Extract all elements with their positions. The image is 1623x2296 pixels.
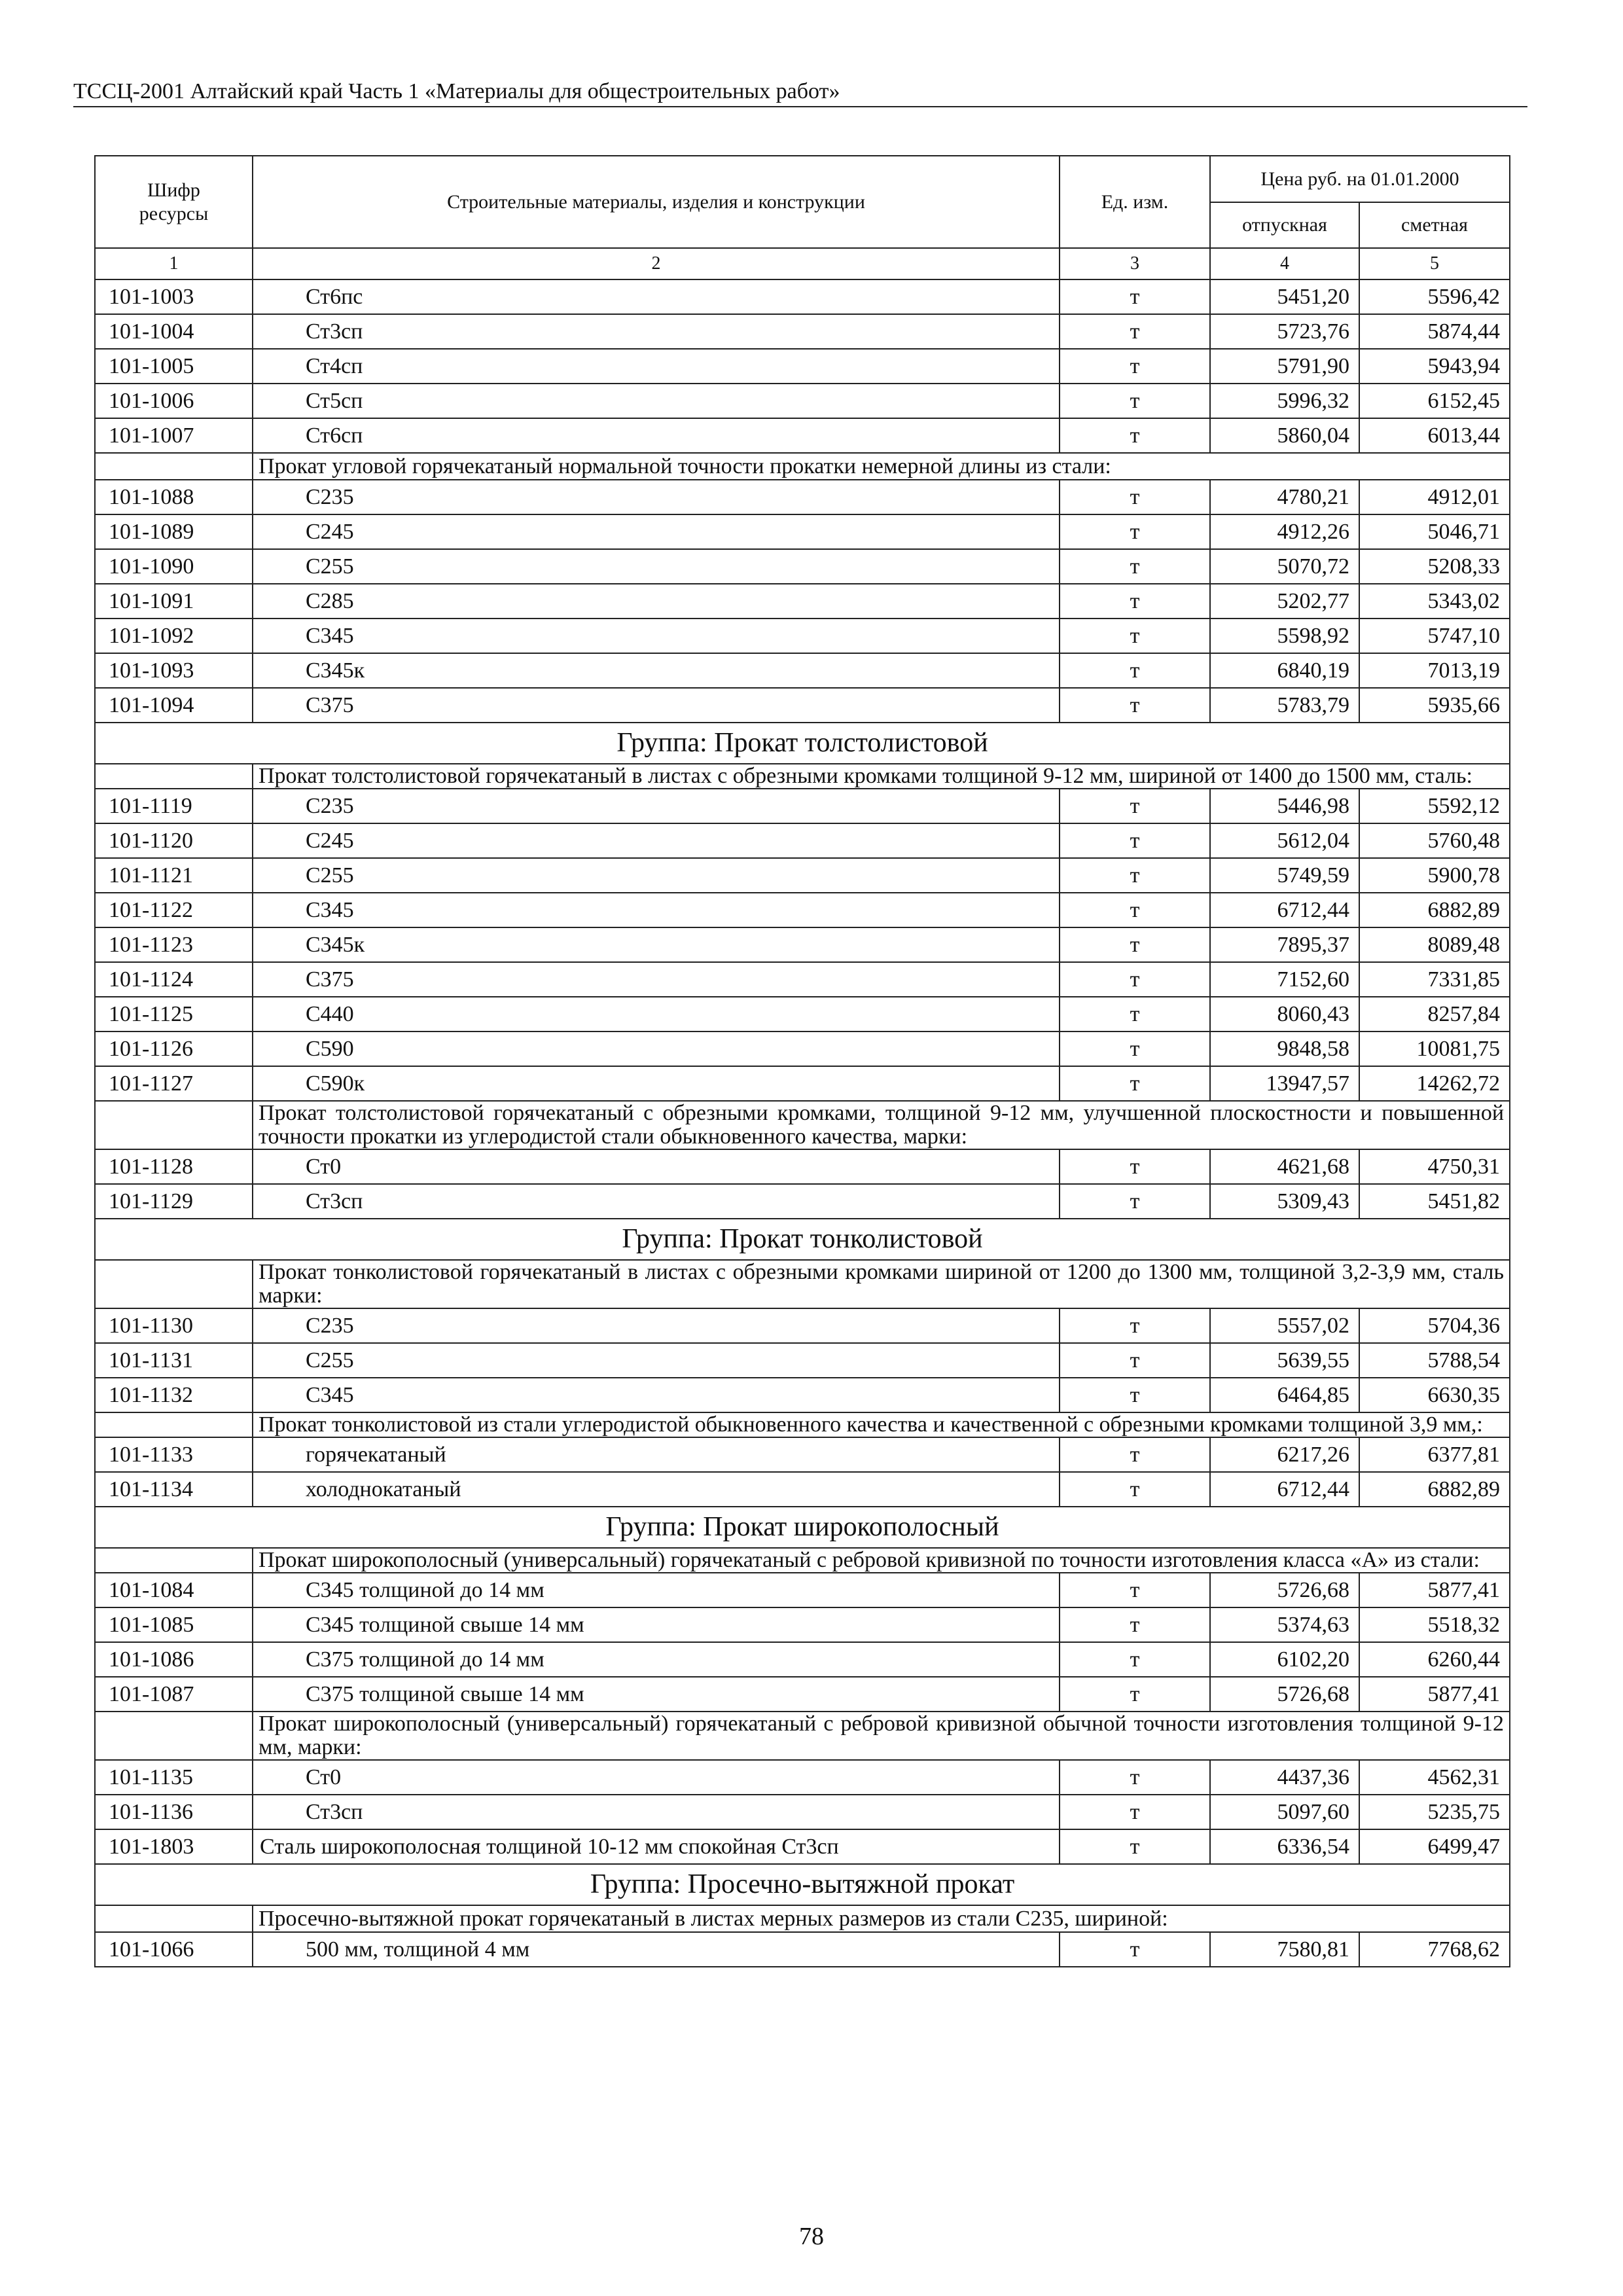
table-row: [95, 349, 1510, 384]
material-name: С235: [253, 1308, 1060, 1343]
table-row: [95, 1829, 1510, 1864]
column-header-release-price: отпускная: [1210, 202, 1359, 248]
page-number: 78: [799, 2223, 824, 2250]
estimate-price: 5046,71: [1359, 514, 1510, 549]
description-row: [95, 1101, 1510, 1149]
resource-code: 101-1134: [95, 1472, 253, 1507]
table-row: [95, 1472, 1510, 1507]
resource-code: 101-1119: [95, 789, 253, 823]
unit-of-measure: т: [1060, 1149, 1210, 1184]
unit-of-measure: т: [1060, 653, 1210, 688]
table-row: [95, 619, 1510, 653]
resource-code: 101-1089: [95, 514, 253, 549]
estimate-price: 7331,85: [1359, 962, 1510, 997]
unit-of-measure: т: [1060, 549, 1210, 584]
resource-code: 101-1136: [95, 1795, 253, 1829]
material-name: Ст3сп: [253, 1184, 1060, 1219]
resource-code: 101-1007: [95, 418, 253, 453]
table-row: [95, 962, 1510, 997]
estimate-price: 5451,82: [1359, 1184, 1510, 1219]
estimate-price: 6260,44: [1359, 1642, 1510, 1677]
section-description: Прокат толстолистовой горячекатаный с обрезными кромками, толщиной 9-12 мм, улучшенной плоскостности и повышенной точности прокатки из углеродистой стали обыкновенного качества, марки:: [253, 1101, 1510, 1149]
resource-code: 101-1006: [95, 384, 253, 418]
resource-code: 101-1093: [95, 653, 253, 688]
estimate-price: 5877,41: [1359, 1677, 1510, 1712]
table-row: [95, 549, 1510, 584]
resource-code: 101-1090: [95, 549, 253, 584]
release-price: 5070,72: [1210, 549, 1359, 584]
table-row: [95, 858, 1510, 893]
unit-of-measure: т: [1060, 1437, 1210, 1472]
unit-of-measure: т: [1060, 1378, 1210, 1412]
material-name: С345: [253, 619, 1060, 653]
estimate-price: 5208,33: [1359, 549, 1510, 584]
unit-of-measure: т: [1060, 418, 1210, 453]
material-name: С440: [253, 997, 1060, 1031]
unit-of-measure: т: [1060, 1795, 1210, 1829]
estimate-price: 8257,84: [1359, 997, 1510, 1031]
unit-of-measure: т: [1060, 927, 1210, 962]
section-description: Прокат широкополосный (универсальный) горячекатаный с ребровой кривизной обычной точности изготовления толщиной 9-12 мм, марки:: [253, 1712, 1510, 1760]
table-row: [95, 688, 1510, 723]
material-name: С235: [253, 789, 1060, 823]
estimate-price: 5874,44: [1359, 314, 1510, 349]
unit-of-measure: т: [1060, 1573, 1210, 1607]
unit-of-measure: т: [1060, 1308, 1210, 1343]
release-price: 5749,59: [1210, 858, 1359, 893]
material-name: С375: [253, 688, 1060, 723]
material-name: Ст0: [253, 1149, 1060, 1184]
resource-code: 101-1131: [95, 1343, 253, 1378]
material-name: С285: [253, 584, 1060, 619]
column-header-estimate-price: сметная: [1359, 202, 1510, 248]
estimate-price: 6882,89: [1359, 893, 1510, 927]
unit-of-measure: т: [1060, 893, 1210, 927]
resource-code: 101-1124: [95, 962, 253, 997]
estimate-price: 5747,10: [1359, 619, 1510, 653]
resource-code: 101-1005: [95, 349, 253, 384]
material-name: С590к: [253, 1066, 1060, 1101]
description-row: [95, 453, 1510, 480]
material-name: С345 толщиной свыше 14 мм: [253, 1607, 1060, 1642]
description-row: [95, 1712, 1510, 1760]
estimate-price: 14262,72: [1359, 1066, 1510, 1101]
release-price: 13947,57: [1210, 1066, 1359, 1101]
table-row: [95, 1437, 1510, 1472]
material-name: С255: [253, 549, 1060, 584]
table-row: [95, 384, 1510, 418]
release-price: 5202,77: [1210, 584, 1359, 619]
release-price: 8060,43: [1210, 997, 1359, 1031]
unit-of-measure: т: [1060, 823, 1210, 858]
estimate-price: 6630,35: [1359, 1378, 1510, 1412]
release-price: 6464,85: [1210, 1378, 1359, 1412]
resource-code: 101-1132: [95, 1378, 253, 1412]
material-name: С375: [253, 962, 1060, 997]
description-spacer: [95, 1712, 253, 1760]
table-row: [95, 480, 1510, 514]
resource-code: 101-1126: [95, 1031, 253, 1066]
estimate-price: 4912,01: [1359, 480, 1510, 514]
estimate-price: 7768,62: [1359, 1932, 1510, 1967]
estimate-price: 6882,89: [1359, 1472, 1510, 1507]
estimate-price: 5704,36: [1359, 1308, 1510, 1343]
release-price: 6102,20: [1210, 1642, 1359, 1677]
unit-of-measure: т: [1060, 619, 1210, 653]
material-name: С345к: [253, 927, 1060, 962]
resource-code: 101-1086: [95, 1642, 253, 1677]
unit-of-measure: т: [1060, 584, 1210, 619]
unit-of-measure: т: [1060, 962, 1210, 997]
unit-of-measure: т: [1060, 1607, 1210, 1642]
section-description: Просечно-вытяжной прокат горячекатаный в листах мерных размеров из стали С235, шириной:: [253, 1905, 1510, 1932]
unit-of-measure: т: [1060, 279, 1210, 314]
release-price: 5446,98: [1210, 789, 1359, 823]
table-row: [95, 418, 1510, 453]
estimate-price: 4562,31: [1359, 1760, 1510, 1795]
column-number: 4: [1210, 248, 1359, 279]
table-row: [95, 1932, 1510, 1967]
section-description: Прокат тонколистовой горячекатаный в листах с обрезными кромками шириной от 1200 до 1300 мм, толщиной 3,2-3,9 мм, сталь марки:: [253, 1260, 1510, 1308]
release-price: 4912,26: [1210, 514, 1359, 549]
unit-of-measure: т: [1060, 1829, 1210, 1864]
estimate-price: 6377,81: [1359, 1437, 1510, 1472]
material-name: горячекатаный: [253, 1437, 1060, 1472]
table-row: [95, 1642, 1510, 1677]
material-name: С375 толщиной до 14 мм: [253, 1642, 1060, 1677]
estimate-price: 7013,19: [1359, 653, 1510, 688]
resource-code: 101-1084: [95, 1573, 253, 1607]
unit-of-measure: т: [1060, 1642, 1210, 1677]
column-number: 3: [1060, 248, 1210, 279]
material-name: 500 мм, толщиной 4 мм: [253, 1932, 1060, 1967]
resource-code: 101-1092: [95, 619, 253, 653]
description-spacer: [95, 1101, 253, 1149]
table-row: [95, 1795, 1510, 1829]
unit-of-measure: т: [1060, 789, 1210, 823]
estimate-price: 4750,31: [1359, 1149, 1510, 1184]
group-heading: Группа: Прокат широкополосный: [95, 1507, 1510, 1548]
resource-code: 101-1803: [95, 1829, 253, 1864]
estimate-price: 10081,75: [1359, 1031, 1510, 1066]
group-heading: Группа: Просечно-вытяжной прокат: [95, 1864, 1510, 1905]
section-description: Прокат толстолистовой горячекатаный в листах с обрезными кромками толщиной 9-12 мм, шириной от 1400 до 1500 мм, сталь:: [253, 764, 1510, 789]
description-row: [95, 1548, 1510, 1573]
table-row: [95, 823, 1510, 858]
table-row: [95, 1308, 1510, 1343]
release-price: 5996,32: [1210, 384, 1359, 418]
material-name: Ст6сп: [253, 418, 1060, 453]
group-heading: Группа: Прокат толстолистовой: [95, 723, 1510, 764]
column-number: 5: [1359, 248, 1510, 279]
description-row: [95, 1412, 1510, 1437]
material-name: С345к: [253, 653, 1060, 688]
estimate-price: 5760,48: [1359, 823, 1510, 858]
group-heading-row: [95, 1507, 1510, 1548]
material-name: С345: [253, 1378, 1060, 1412]
release-price: 6336,54: [1210, 1829, 1359, 1864]
material-name: С590: [253, 1031, 1060, 1066]
group-heading-row: [95, 1219, 1510, 1260]
table-row: [95, 1677, 1510, 1712]
description-spacer: [95, 764, 253, 789]
unit-of-measure: т: [1060, 688, 1210, 723]
release-price: 5097,60: [1210, 1795, 1359, 1829]
material-name: Ст5сп: [253, 384, 1060, 418]
release-price: 7152,60: [1210, 962, 1359, 997]
estimate-price: 6152,45: [1359, 384, 1510, 418]
release-price: 5557,02: [1210, 1308, 1359, 1343]
description-row: [95, 764, 1510, 789]
description-spacer: [95, 1905, 253, 1932]
resource-code: 101-1129: [95, 1184, 253, 1219]
release-price: 6840,19: [1210, 653, 1359, 688]
unit-of-measure: т: [1060, 1066, 1210, 1101]
release-price: 9848,58: [1210, 1031, 1359, 1066]
table-row: [95, 997, 1510, 1031]
group-heading-row: [95, 1864, 1510, 1905]
resource-code: 101-1094: [95, 688, 253, 723]
column-header-name: Строительные материалы, изделия и конструкции: [253, 156, 1060, 248]
table-row: [95, 1031, 1510, 1066]
resource-code: 101-1133: [95, 1437, 253, 1472]
description-row: [95, 1905, 1510, 1932]
estimate-price: 5900,78: [1359, 858, 1510, 893]
table-row: [95, 1149, 1510, 1184]
description-spacer: [95, 1412, 253, 1437]
release-price: 7895,37: [1210, 927, 1359, 962]
table-row: [95, 789, 1510, 823]
resource-code: 101-1085: [95, 1607, 253, 1642]
table-row: [95, 1573, 1510, 1607]
release-price: 4621,68: [1210, 1149, 1359, 1184]
resource-code: 101-1123: [95, 927, 253, 962]
table-row: [95, 584, 1510, 619]
unit-of-measure: т: [1060, 314, 1210, 349]
estimate-price: 5596,42: [1359, 279, 1510, 314]
table-row: [95, 1378, 1510, 1412]
estimate-price: 5877,41: [1359, 1573, 1510, 1607]
material-name: Ст3сп: [253, 1795, 1060, 1829]
estimate-price: 5518,32: [1359, 1607, 1510, 1642]
group-heading: Группа: Прокат тонколистовой: [95, 1219, 1510, 1260]
table-row: [95, 653, 1510, 688]
material-name: С345 толщиной до 14 мм: [253, 1573, 1060, 1607]
resource-code: 101-1125: [95, 997, 253, 1031]
unit-of-measure: т: [1060, 997, 1210, 1031]
material-name: С255: [253, 858, 1060, 893]
document-header: ТССЦ-2001 Алтайский край Часть 1 «Материалы для общестроительных работ»: [73, 79, 840, 103]
unit-of-measure: т: [1060, 1760, 1210, 1795]
table-row: [95, 1066, 1510, 1101]
section-description: Прокат широкополосный (универсальный) горячекатаный с ребровой кривизной по точности изготовления класса «А» из стали:: [253, 1548, 1510, 1573]
material-name: С255: [253, 1343, 1060, 1378]
release-price: 5639,55: [1210, 1343, 1359, 1378]
resource-code: 101-1128: [95, 1149, 253, 1184]
material-name: Ст4сп: [253, 349, 1060, 384]
release-price: 5860,04: [1210, 418, 1359, 453]
material-name: С375 толщиной свыше 14 мм: [253, 1677, 1060, 1712]
unit-of-measure: т: [1060, 858, 1210, 893]
material-name: Ст3сп: [253, 314, 1060, 349]
material-name: Ст0: [253, 1760, 1060, 1795]
section-description: Прокат тонколистовой из стали углеродистой обыкновенного качества и качественной с обрезными кромками толщиной 3,9 мм,:: [253, 1412, 1510, 1437]
resource-code: 101-1121: [95, 858, 253, 893]
release-price: 7580,81: [1210, 1932, 1359, 1967]
release-price: 6712,44: [1210, 893, 1359, 927]
table-row: [95, 893, 1510, 927]
column-number: 2: [253, 248, 1060, 279]
release-price: 4437,36: [1210, 1760, 1359, 1795]
material-name: Ст6пс: [253, 279, 1060, 314]
release-price: 5726,68: [1210, 1573, 1359, 1607]
unit-of-measure: т: [1060, 480, 1210, 514]
resource-code: 101-1120: [95, 823, 253, 858]
release-price: 4780,21: [1210, 480, 1359, 514]
resource-code: 101-1127: [95, 1066, 253, 1101]
group-heading-row: [95, 723, 1510, 764]
release-price: 6217,26: [1210, 1437, 1359, 1472]
table-row: [95, 279, 1510, 314]
unit-of-measure: т: [1060, 1472, 1210, 1507]
table-body: [95, 279, 1510, 1967]
resource-code: 101-1087: [95, 1677, 253, 1712]
material-name: Сталь широкополосная толщиной 10-12 мм спокойная Ст3сп: [253, 1829, 1060, 1864]
table-row: [95, 314, 1510, 349]
release-price: 5309,43: [1210, 1184, 1359, 1219]
release-price: 5451,20: [1210, 279, 1359, 314]
release-price: 5598,92: [1210, 619, 1359, 653]
estimate-price: 5592,12: [1359, 789, 1510, 823]
estimate-price: 5943,94: [1359, 349, 1510, 384]
release-price: 5791,90: [1210, 349, 1359, 384]
table-row: [95, 927, 1510, 962]
unit-of-measure: т: [1060, 1184, 1210, 1219]
column-header-unit: Ед. изм.: [1060, 156, 1210, 248]
resource-code: 101-1122: [95, 893, 253, 927]
material-name: С235: [253, 480, 1060, 514]
resource-code: 101-1130: [95, 1308, 253, 1343]
unit-of-measure: т: [1060, 1031, 1210, 1066]
estimate-price: 8089,48: [1359, 927, 1510, 962]
material-name: холоднокатаный: [253, 1472, 1060, 1507]
table-row: [95, 1607, 1510, 1642]
estimate-price: 6013,44: [1359, 418, 1510, 453]
estimate-price: 6499,47: [1359, 1829, 1510, 1864]
unit-of-measure: т: [1060, 1932, 1210, 1967]
estimate-price: 5235,75: [1359, 1795, 1510, 1829]
material-name: С245: [253, 823, 1060, 858]
section-description: Прокат угловой горячекатаный нормальной точности прокатки немерной длины из стали:: [253, 453, 1510, 480]
description-spacer: [95, 1260, 253, 1308]
unit-of-measure: т: [1060, 349, 1210, 384]
unit-of-measure: т: [1060, 514, 1210, 549]
table-row: [95, 514, 1510, 549]
table-row: [95, 1184, 1510, 1219]
unit-of-measure: т: [1060, 1677, 1210, 1712]
description-spacer: [95, 453, 253, 480]
estimate-price: 5788,54: [1359, 1343, 1510, 1378]
unit-of-measure: т: [1060, 384, 1210, 418]
column-header-code: Шифр ресурсы: [95, 156, 253, 248]
release-price: 5726,68: [1210, 1677, 1359, 1712]
column-number: 1: [95, 248, 253, 279]
resource-code: 101-1135: [95, 1760, 253, 1795]
material-name: С245: [253, 514, 1060, 549]
release-price: 5723,76: [1210, 314, 1359, 349]
resource-code: 101-1066: [95, 1932, 253, 1967]
resource-code: 101-1091: [95, 584, 253, 619]
estimate-price: 5935,66: [1359, 688, 1510, 723]
price-table: [94, 155, 1510, 1967]
release-price: 5374,63: [1210, 1607, 1359, 1642]
material-name: С345: [253, 893, 1060, 927]
resource-code: 101-1088: [95, 480, 253, 514]
unit-of-measure: т: [1060, 1343, 1210, 1378]
column-header-price-group: Цена руб. на 01.01.2000: [1210, 156, 1510, 202]
release-price: 5612,04: [1210, 823, 1359, 858]
table-row: [95, 1343, 1510, 1378]
release-price: 6712,44: [1210, 1472, 1359, 1507]
estimate-price: 5343,02: [1359, 584, 1510, 619]
description-spacer: [95, 1548, 253, 1573]
resource-code: 101-1004: [95, 314, 253, 349]
description-row: [95, 1260, 1510, 1308]
table-row: [95, 1760, 1510, 1795]
release-price: 5783,79: [1210, 688, 1359, 723]
header-divider: [73, 106, 1527, 107]
resource-code: 101-1003: [95, 279, 253, 314]
